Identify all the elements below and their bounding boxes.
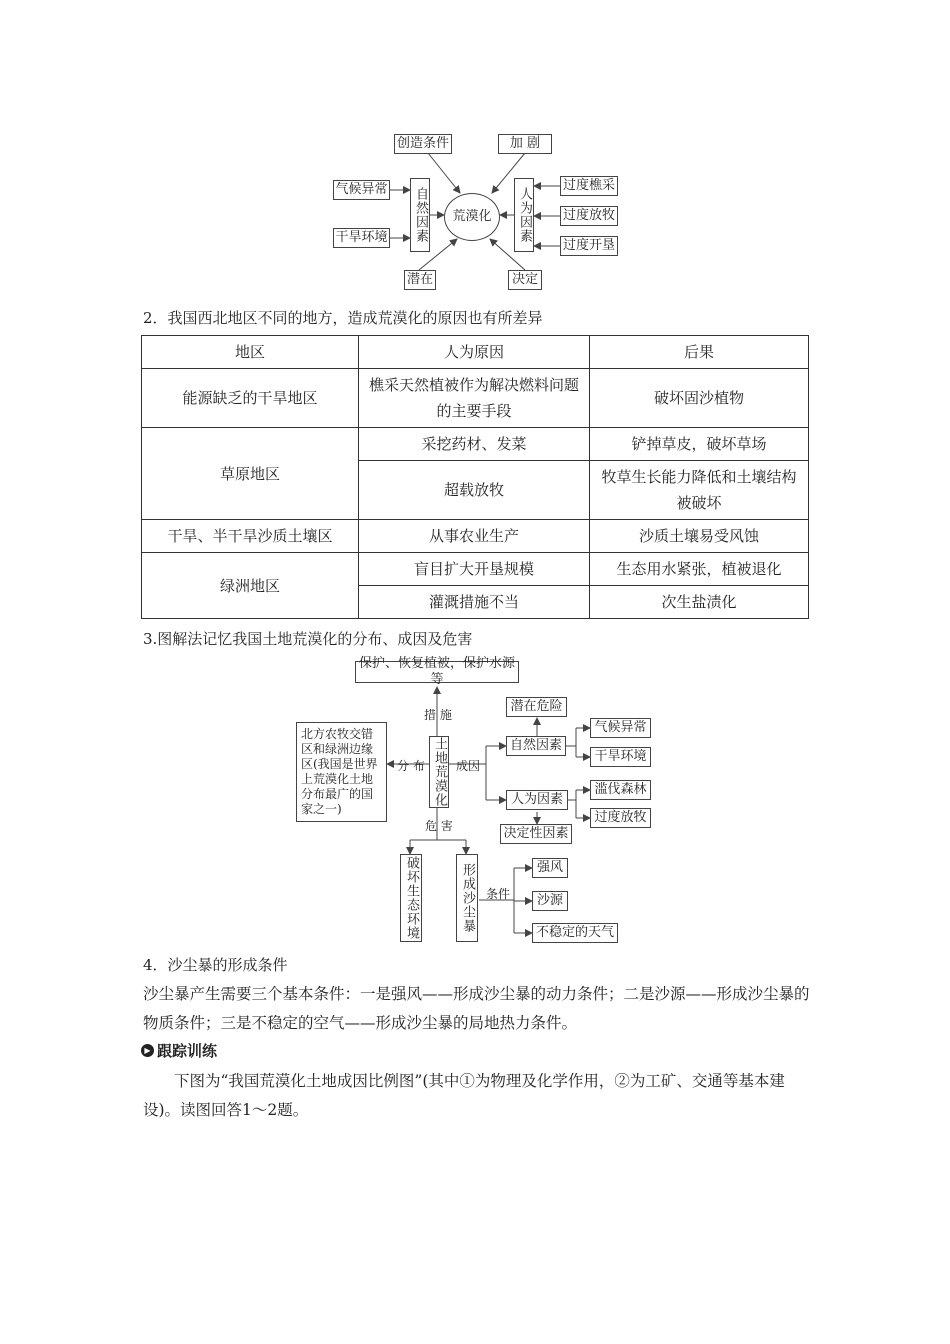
overcut-box: 过度樵采 [560,176,618,196]
cell-cause: 超载放牧 [359,461,590,520]
cell-result: 牧草生长能力降低和土壤结构被破坏 [590,461,809,520]
cell-region: 干旱、半干旱沙质土壤区 [142,520,359,553]
table-row [142,428,809,461]
section4-body: 沙尘暴产生需要三个基本条件：一是强风——形成沙尘暴的动力条件；二是沙源——形成沙尘暴的物质条件；三是不稳定的空气——形成沙尘暴的局地热力条件。 [143,985,810,1032]
table-row [142,369,809,428]
decisive-factor-box: 决定性因素 [500,824,572,844]
protect-box: 保护、恢复植被，保护水源等 [355,661,519,683]
cell-result: 沙质土壤易受风蚀 [590,520,809,553]
potential-box: 潜在 [404,270,436,290]
section3-heading: 3.图解法记忆我国土地荒漠化的分布、成因及危害 [143,630,473,648]
human-factor-box: 人为因素 [514,178,534,252]
distribution-label: 分 布 [397,759,425,773]
sand-source-box: 沙源 [532,891,568,911]
cell-result: 铲掉草皮，破坏草场 [590,428,809,461]
land-desertification-box: 土地荒漠化 [429,736,449,808]
unstable-weather-box: 不稳定的天气 [532,923,618,943]
overgraze-box: 过度放牧 [590,808,651,828]
human-factor-box: 人为因素 [506,790,568,810]
drought-env-box: 干旱环境 [590,747,651,767]
table-row [142,520,809,553]
condition-label: 条件 [486,887,511,901]
natural-factor-box: 自然因素 [506,736,566,756]
section4-heading: 4．沙尘暴的形成条件 [143,956,288,974]
natural-factor-box: 自然因素 [410,178,430,252]
climate-anomaly-box: 气候异常 [590,718,651,738]
measures-label: 措 施 [424,708,452,722]
header-cause: 人为原因 [359,336,590,369]
overreclaim-box: 过度开垦 [560,236,618,256]
cell-region: 绿洲地区 [142,553,359,619]
table-header-row [142,336,809,369]
causes-label: 成因 [456,759,481,773]
deforest-box: 滥伐森林 [590,780,651,800]
climate-anomaly-box: 气候异常 [333,180,390,200]
decisive-box: 决定 [508,270,542,290]
header-result: 后果 [590,336,809,369]
cell-region: 能源缺乏的干旱地区 [142,369,359,428]
training-heading [141,1040,217,1061]
cell-cause: 灌溉措施不当 [359,586,590,619]
training-text: 下图为“我国荒漠化土地成因比例图”(其中①为物理及化学作用，②为工矿、交通等基本建设)。读图回答1～2题。 [143,1072,785,1119]
cell-result: 次生盐渍化 [590,586,809,619]
training-title: 跟踪训练 [157,1042,218,1060]
strong-wind-box: 强风 [532,858,568,878]
cell-cause: 樵采天然植被作为解决燃料问题的主要手段 [359,369,590,428]
table-row [142,553,809,586]
intensify-box: 加 剧 [498,134,552,154]
create-condition-box: 创造条件 [394,134,452,154]
cell-cause: 盲目扩大开垦规模 [359,553,590,586]
cell-result: 生态用水紧张，植被退化 [590,553,809,586]
cell-cause: 采挖药材、发菜 [359,428,590,461]
causes-table [141,335,809,619]
section2-heading: 2．我国西北地区不同的地方，造成荒漠化的原因也有所差异 [143,309,543,327]
play-icon: ▶ [141,1044,154,1057]
cell-cause: 从事农业生产 [359,520,590,553]
destroy-eco-box: 破坏生态环境 [400,854,422,942]
potential-risk-box: 潜在危险 [506,697,567,717]
cell-region: 草原地区 [142,428,359,520]
header-region: 地区 [142,336,359,369]
overgraze-box: 过度放牧 [560,206,618,226]
cell-result: 破坏固沙植物 [590,369,809,428]
desertification-circle: 荒漠化 [444,193,500,241]
form-storm-box: 形成沙尘暴 [456,854,478,942]
distribution-box: 北方农牧交错区和绿洲边缘区(我国是世界上荒漠化土地分布最广的国家之一) [296,722,387,822]
drought-env-box: 干旱环境 [333,228,390,248]
harm-label: 危 害 [425,819,453,833]
